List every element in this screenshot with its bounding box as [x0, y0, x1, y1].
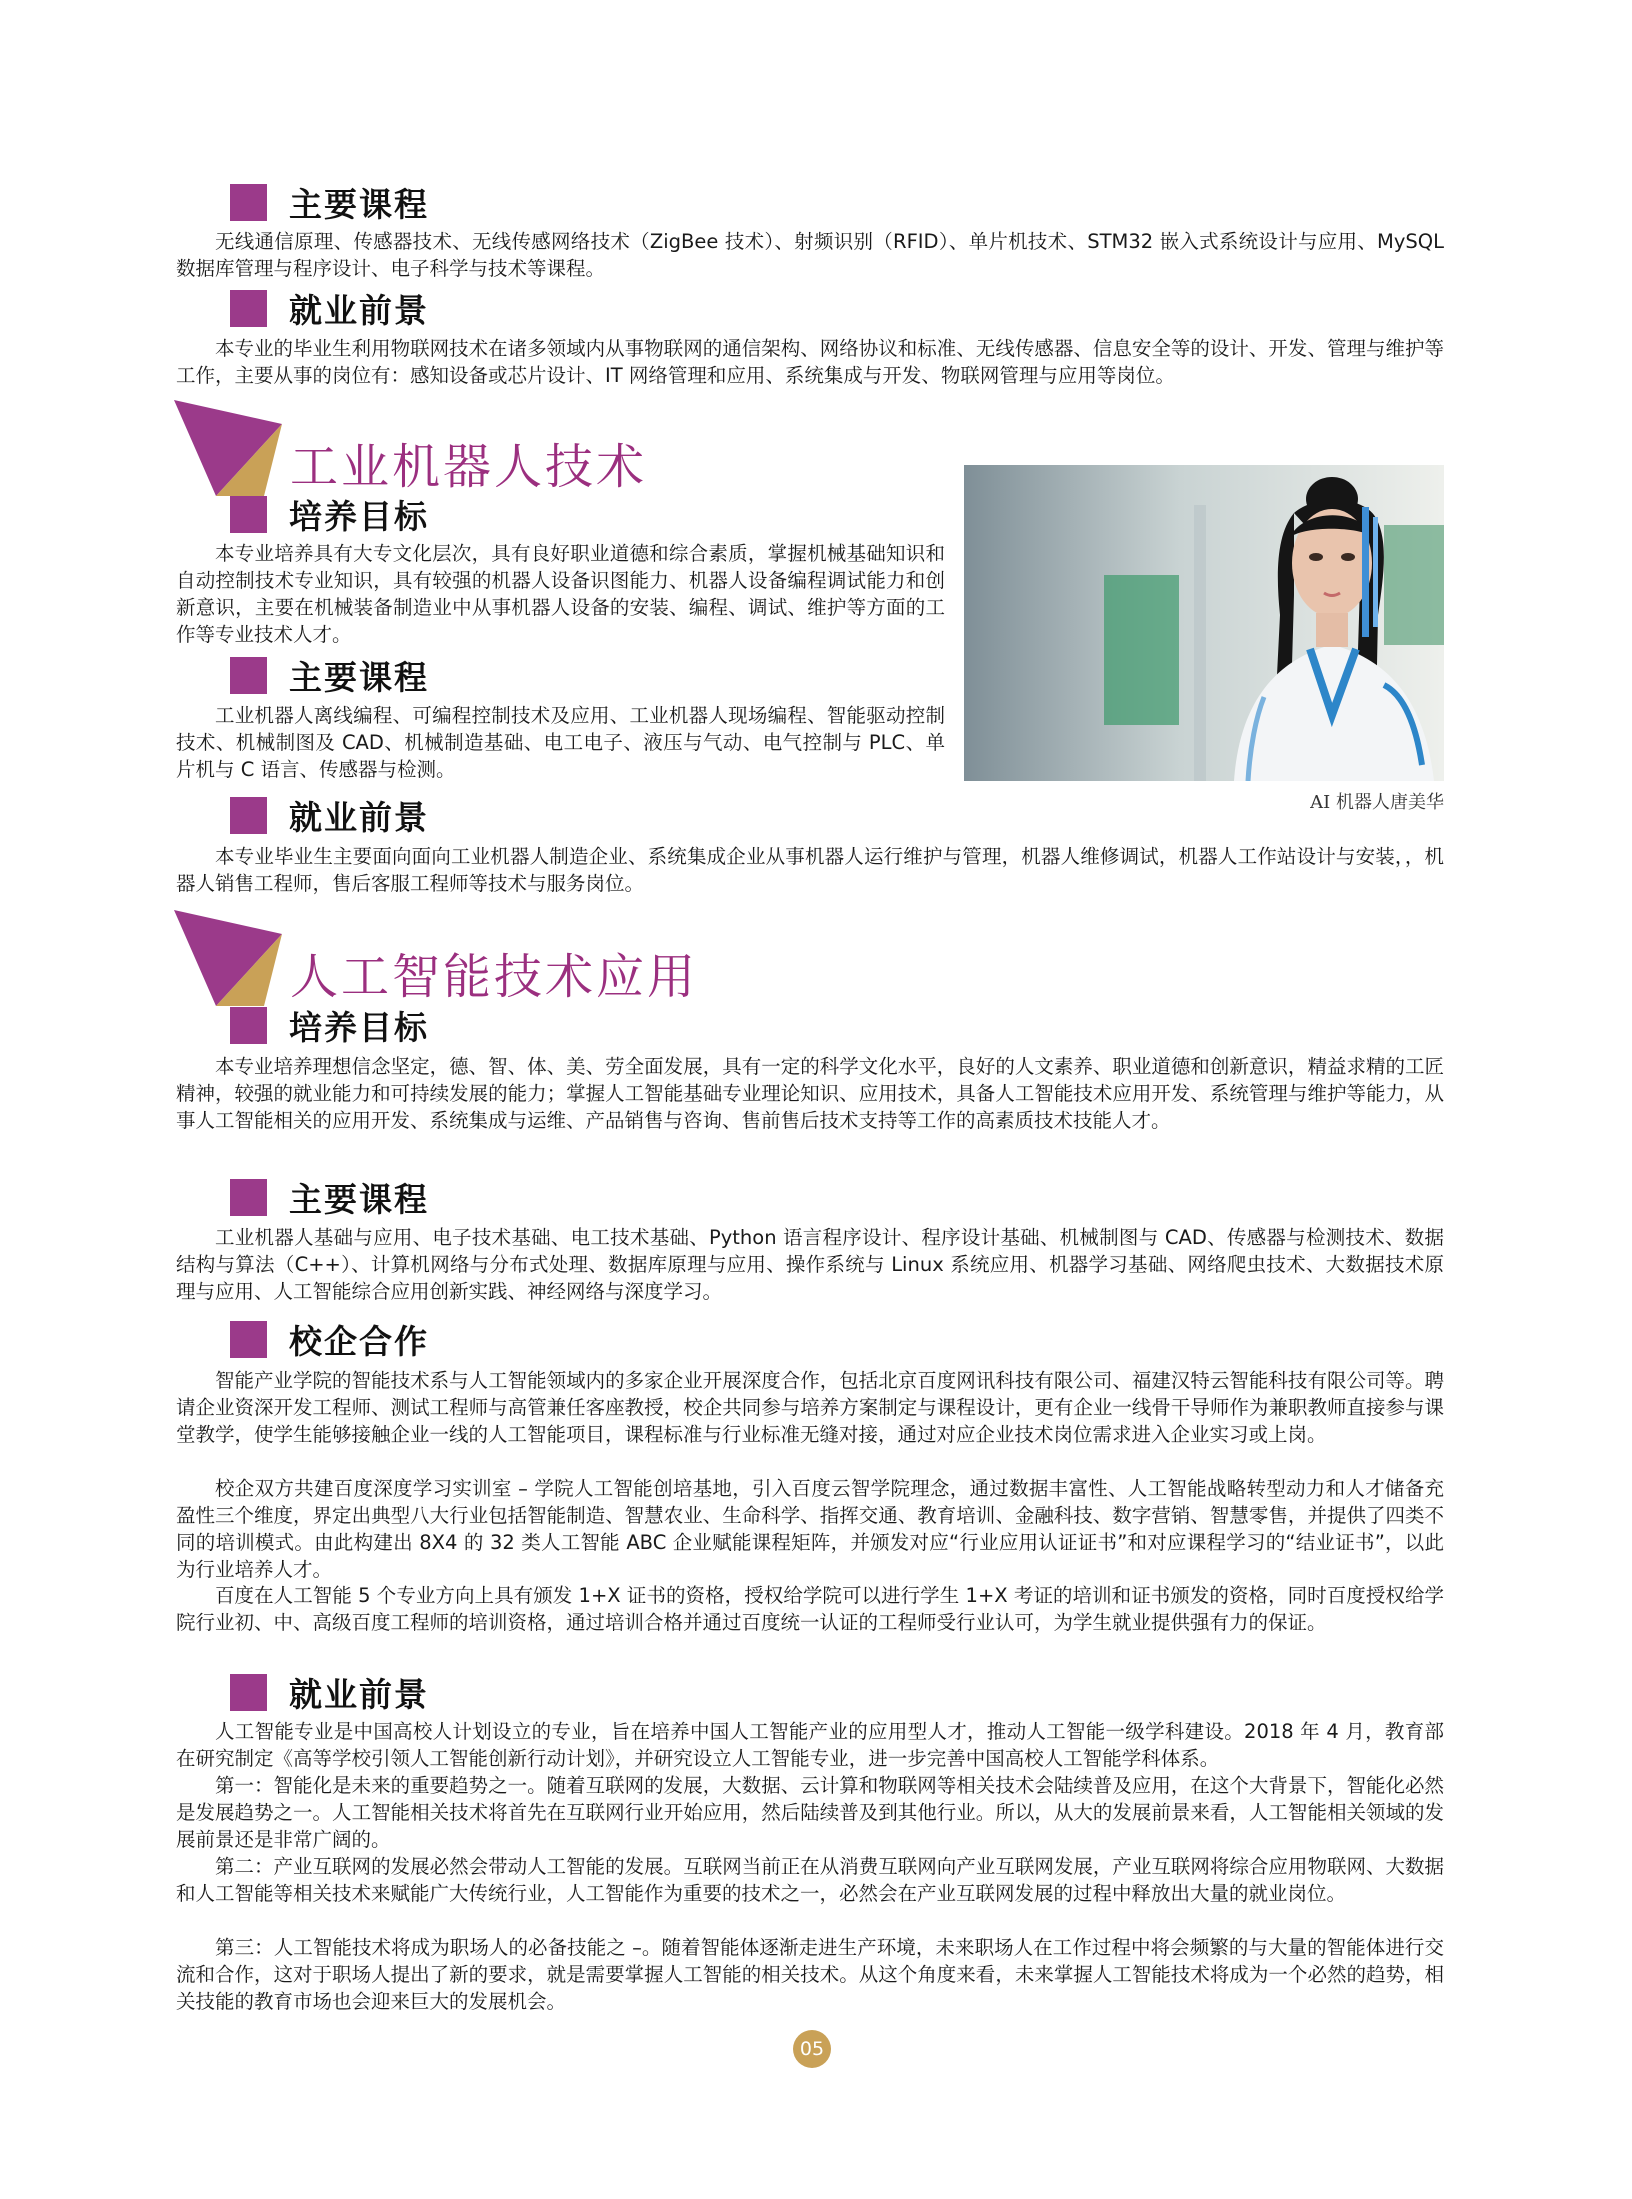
- subheading-text: 培养目标: [289, 1007, 429, 1047]
- paragraph-career-ai-2: 第一：智能化是未来的重要趋势之一。随着互联网的发展，大数据、云计算和物联网等相关技术会陆续普及应用，在这个大背景下，智能化必然是发展趋势之一。人工智能相关技术将首先在互联网行业开始应用，然后陆续普及到其他行业。所以，从大的发展前景来看，人工智能相关领域的发展前景还是非常广阔的。: [176, 1774, 1444, 1851]
- square-bullet-icon: [230, 184, 267, 221]
- subheading-text: 校企合作: [289, 1321, 429, 1361]
- subheading-courses-top: [230, 180, 429, 224]
- subheading-text: 主要课程: [289, 657, 429, 697]
- section-header-robot: [172, 400, 872, 500]
- page-number-badge: 05: [793, 2030, 831, 2068]
- square-bullet-icon: [230, 1179, 267, 1216]
- section-triangle-icon: [172, 910, 292, 1010]
- paragraph-career-ai-3: 第二：产业互联网的发展必然会带动人工智能的发展。互联网当前正在从消费互联网向产业互联网发展，产业互联网将综合应用物联网、大数据和人工智能等相关技术来赋能广大传统行业，人工智能作为重要的技术之一，必然会在产业互联网发展的过程中释放出大量的就业岗位。: [176, 1855, 1444, 1905]
- subheading-text: 就业前景: [289, 797, 429, 837]
- square-bullet-icon: [230, 290, 267, 327]
- subheading-courses-ai: [230, 1175, 429, 1219]
- square-bullet-icon: [230, 657, 267, 694]
- subheading-coop-ai: [230, 1317, 429, 1361]
- paragraph-goal-robot: 本专业培养具有大专文化层次，具有良好职业道德和综合素质，掌握机械基础知识和自动控制技术专业知识，具有较强的机器人设备识图能力、机器人设备编程调试能力和创新意识，主要在机械装备制造业中从事机器人设备的安装、编程、调试、维护等方面的工作等专业技术人才。: [176, 542, 945, 646]
- paragraph-goal-ai: 本专业培养理想信念坚定，德、智、体、美、劳全面发展，具有一定的科学文化水平，良好的人文素养、职业道德和创新意识，精益求精的工匠精神，较强的就业能力和可持续发展的能力；掌握人工智能基础专业理论知识、应用技术，具备人工智能技术应用开发、系统管理与维护等能力，从事人工智能相关的应用开发、系统集成与运维、产品销售与咨询、售前售后技术支持等工作的高素质技术技能人才。: [176, 1055, 1444, 1132]
- square-bullet-icon: [230, 1007, 267, 1044]
- paragraph-career-ai-4: 第三：人工智能技术将成为职场人的必备技能之 –。随着智能体逐渐走进生产环境，未来职场人在工作过程中将会频繁的与大量的智能体进行交流和合作，这对于职场人提出了新的要求，就是需要掌握人工智能的相关技术。从这个角度来看，未来掌握人工智能技术将成为一个必然的趋势，相关技能的教育市场也会迎来巨大的发展机会。: [176, 1936, 1444, 2013]
- robot-photo: [964, 465, 1444, 781]
- subheading-text: 主要课程: [289, 184, 429, 224]
- paragraph-coop-1: 智能产业学院的智能技术系与人工智能领域内的多家企业开展深度合作，包括北京百度网讯科技有限公司、福建汉特云智能科技有限公司等。聘请企业资深开发工程师、测试工程师与高管兼任客座教授，校企共同参与培养方案制定与课程设计，更有企业一线骨干导师作为兼职教师直接参与课堂教学，使学生能够接触企业一线的人工智能项目，课程标准与行业标准无缝对接，通过对应企业技术岗位需求进入企业实习或上岗。: [176, 1369, 1444, 1446]
- square-bullet-icon: [230, 1321, 267, 1358]
- square-bullet-icon: [230, 1674, 267, 1711]
- square-bullet-icon: [230, 797, 267, 834]
- subheading-text: 培养目标: [289, 496, 429, 536]
- robot-figure-image: [964, 465, 1444, 781]
- subheading-career-ai: [230, 1670, 429, 1714]
- photo-caption: AI 机器人唐美华: [1310, 792, 1444, 813]
- subheading-career-top: [230, 286, 429, 330]
- subheading-courses-robot: [230, 653, 429, 697]
- section-title: 工业机器人技术: [290, 439, 648, 495]
- subheading-text: 就业前景: [289, 1674, 429, 1714]
- square-bullet-icon: [230, 496, 267, 533]
- paragraph-courses-top: 无线通信原理、传感器技术、无线传感网络技术（ZigBee 技术）、射频识别（RFID）、单片机技术、STM32 嵌入式系统设计与应用、MySQL 数据库管理与程序设计、电子科学与技术等课程。: [176, 230, 1444, 280]
- subheading-text: 就业前景: [289, 290, 429, 330]
- section-header-ai: [172, 910, 872, 1010]
- paragraph-career-top: 本专业的毕业生利用物联网技术在诸多领域内从事物联网的通信架构、网络协议和标准、无线传感器、信息安全等的设计、开发、管理与维护等工作，主要从事的岗位有：感知设备或芯片设计、IT 网络管理和应用、系统集成与开发、物联网管理与应用等岗位。: [176, 337, 1444, 387]
- paragraph-courses-ai: 工业机器人基础与应用、电子技术基础、电工技术基础、Python 语言程序设计、程序设计基础、机械制图与 CAD、传感器与检测技术、数据结构与算法（C++）、计算机网络与分布式处理、数据库原理与应用、操作系统与 Linux 系统应用、机器学习基础、网络爬虫技术、大数据技术原理与应用、人工智能综合应用创新实践、神经网络与深度学习。: [176, 1226, 1444, 1303]
- subheading-goal-robot: [230, 492, 429, 536]
- section-triangle-icon: [172, 400, 292, 500]
- paragraph-career-ai-1: 人工智能专业是中国高校人计划设立的专业，旨在培养中国人工智能产业的应用型人才，推动人工智能一级学科建设。2018 年 4 月，教育部在研究制定《高等学校引领人工智能创新行动计划》，并研究设立人工智能专业，进一步完善中国高校人工智能学科体系。: [176, 1720, 1444, 1770]
- paragraph-courses-robot: 工业机器人离线编程、可编程控制技术及应用、工业机器人现场编程、智能驱动控制技术、机械制图及 CAD、机械制造基础、电工电子、液压与气动、电气控制与 PLC、单片机与 C 语言、传感器与检测。: [176, 704, 945, 781]
- paragraph-career-robot: 本专业毕业生主要面向面向工业机器人制造企业、系统集成企业从事机器人运行维护与管理，机器人维修调试，机器人工作站设计与安装，，机器人销售工程师，售后客服工程师等技术与服务岗位。: [176, 845, 1444, 895]
- subheading-goal-ai: [230, 1003, 429, 1047]
- subheading-career-robot: [230, 793, 429, 837]
- paragraph-coop-2: 校企双方共建百度深度学习实训室 – 学院人工智能创培基地，引入百度云智学院理念，通过数据丰富性、人工智能战略转型动力和人才储备充盈性三个维度，界定出典型八大行业包括智能制造、智慧农业、生命科学、指挥交通、教育培训、金融科技、数字营销、智慧零售，并提供了四类不同的培训模式。由此构建出 8X4 的 32 类人工智能 ABC 企业赋能课程矩阵，并颁发对应“行业应用认证证书”和对应课程学习的“结业证书”，以此为行业培养人才。: [176, 1477, 1444, 1581]
- section-title: 人工智能技术应用: [290, 949, 699, 1005]
- paragraph-coop-3: 百度在人工智能 5 个专业方向上具有颁发 1+X 证书的资格，授权给学院可以进行学生 1+X 考证的培训和证书颁发的资格，同时百度授权给学院行业初、中、高级百度工程师的培训资格，通过培训合格并通过百度统一认证的工程师受行业认可，为学生就业提供强有力的保证。: [176, 1584, 1444, 1634]
- subheading-text: 主要课程: [289, 1179, 429, 1219]
